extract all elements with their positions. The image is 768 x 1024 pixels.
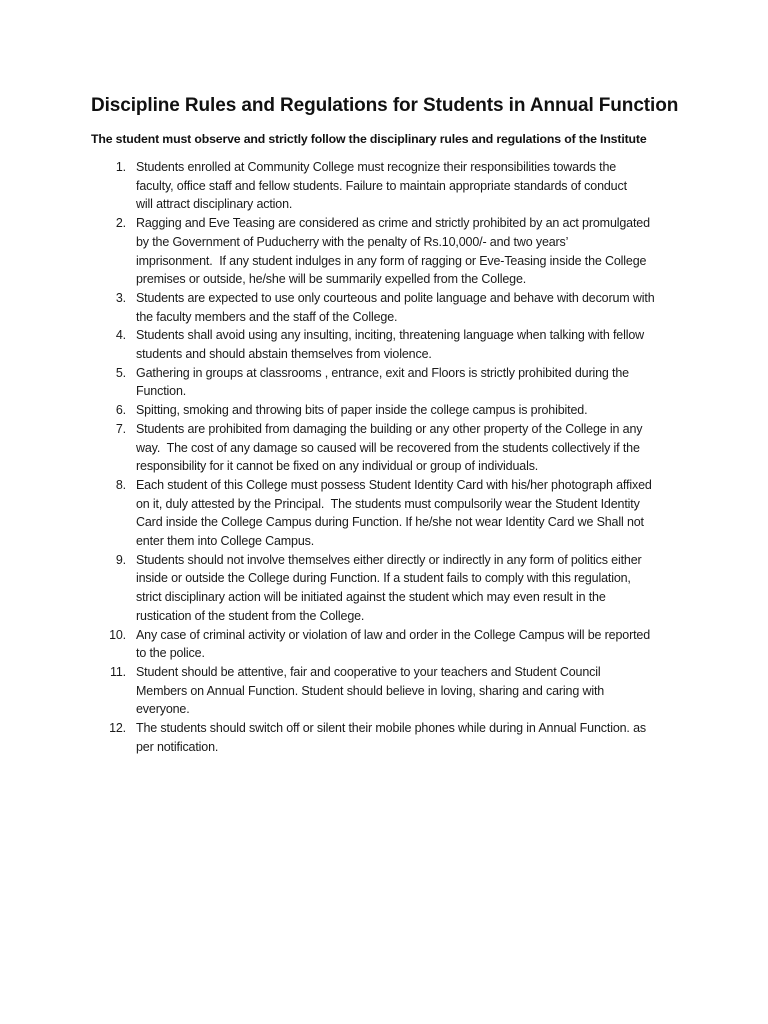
rule-line: way. The cost of any damage so caused will be recovered from the students collectively if the [136, 440, 640, 455]
rule-item [100, 158, 690, 214]
rule-item [100, 551, 690, 626]
rule-line: imprisonment. If any student indulges in any form of ragging or Eve-Teasing inside the College [136, 253, 647, 268]
rule-line: will attract disciplinary action. [136, 197, 293, 212]
rule-line: strict disciplinary action will be initiated against the student which may even result in the [136, 590, 606, 605]
rule-number: 1. [115, 160, 126, 174]
rule-text [136, 401, 690, 420]
rule-text [136, 719, 690, 756]
rule-number: 3. [115, 290, 126, 305]
rule-line: the faculty members and the staff of the College. [136, 309, 398, 324]
rule-item [100, 364, 690, 401]
rule-line: Members on Annual Function. Student should believe in loving, sharing and caring with [136, 683, 605, 698]
rule-item [100, 214, 690, 289]
document-subtitle: The student must observe and strictly follow the disciplinary rules and regulations of the Institute [91, 132, 647, 146]
document-title: Discipline Rules and Regulations for Students in Annual Function [91, 95, 679, 116]
rule-line: Ragging and Eve Teasing are considered as crime and strictly prohibited by an act promulgated [136, 216, 650, 231]
rule-line: Each student of this College must possess Student Identity Card with his/her photograph affixed [136, 477, 652, 492]
rule-number: 6. [115, 403, 126, 418]
rule-line: Card inside the College Campus during Function. If he/she not wear Identity Card we Shall not [136, 515, 644, 530]
rule-number: 12. [109, 721, 126, 736]
rules-list [100, 158, 690, 757]
rule-item [100, 719, 690, 756]
rule-number: 9. [115, 552, 126, 567]
rule-item [100, 626, 690, 663]
rule-line: Students should not involve themselves either directly or indirectly in any form of politics either [136, 552, 642, 567]
rule-number: 4. [115, 328, 126, 343]
rule-line: inside or outside the College during Function. If a student fails to comply with this regulation, [136, 571, 631, 586]
rule-item [100, 326, 690, 363]
rule-line: Any case of criminal activity or violation of law and order in the College Campus will be reported [136, 627, 651, 642]
rule-line: Spitting, smoking and throwing bits of paper inside the college campus is prohibited. [136, 403, 588, 418]
rule-line: Students are prohibited from damaging the building or any other property of the College in any [136, 421, 643, 436]
rule-line: to the police. [136, 646, 205, 661]
rule-number: 7. [115, 421, 126, 436]
rule-item [100, 663, 690, 719]
rule-line: Student should be attentive, fair and cooperative to your teachers and Student Council [136, 664, 601, 679]
rule-text [136, 364, 690, 401]
rule-line: enter them into College Campus. [136, 534, 315, 549]
rule-line: Students are expected to use only courteous and polite language and behave with decorum with [136, 290, 655, 305]
rule-text [136, 626, 690, 663]
rule-text [136, 289, 690, 326]
rule-line: everyone. [136, 702, 190, 717]
rule-line: per notification. [136, 739, 219, 754]
rule-item [100, 476, 690, 551]
rule-line: premises or outside, he/she will be summarily expelled from the College. [136, 272, 527, 287]
rule-number: 2. [115, 216, 126, 231]
rule-line: rustication of the student from the College. [136, 608, 365, 623]
rule-item [100, 289, 690, 326]
rule-text [136, 551, 690, 626]
rule-line: students and should abstain themselves from violence. [136, 347, 432, 362]
rule-number: 5. [115, 365, 126, 380]
rule-line: Gathering in groups at classrooms , entrance, exit and Floors is strictly prohibited during the [136, 365, 629, 380]
rule-text [136, 663, 690, 719]
rule-text [136, 214, 690, 289]
rule-text [136, 326, 690, 363]
rule-number: 11. [110, 664, 126, 679]
rule-line: Function. [136, 384, 187, 399]
rule-line: by the Government of Puducherry with the penalty of Rs.10,000/- and two years’ [136, 234, 569, 249]
rule-line: Students shall avoid using any insulting, inciting, threatening language when talking with fellow [136, 328, 645, 343]
rule-number: 8. [115, 477, 126, 492]
rule-number: 10. [109, 627, 126, 642]
rule-line: on it, duly attested by the Principal. The students must compulsorily wear the Student Identity [136, 496, 640, 511]
rule-text [136, 420, 690, 476]
rule-line: Students enrolled at Community College must recognize their responsibilities towards the [136, 160, 617, 174]
rule-text [136, 476, 690, 551]
rule-item [100, 420, 690, 476]
rule-line: The students should switch off or silent their mobile phones while during in Annual Function. as [136, 721, 646, 736]
rule-line: faculty, office staff and fellow students. Failure to maintain appropriate standards of conduct [136, 178, 627, 193]
rule-line: responsibility for it cannot be fixed on any individual or group of individuals. [136, 459, 539, 474]
rule-text [136, 158, 690, 214]
rule-item [100, 401, 690, 420]
